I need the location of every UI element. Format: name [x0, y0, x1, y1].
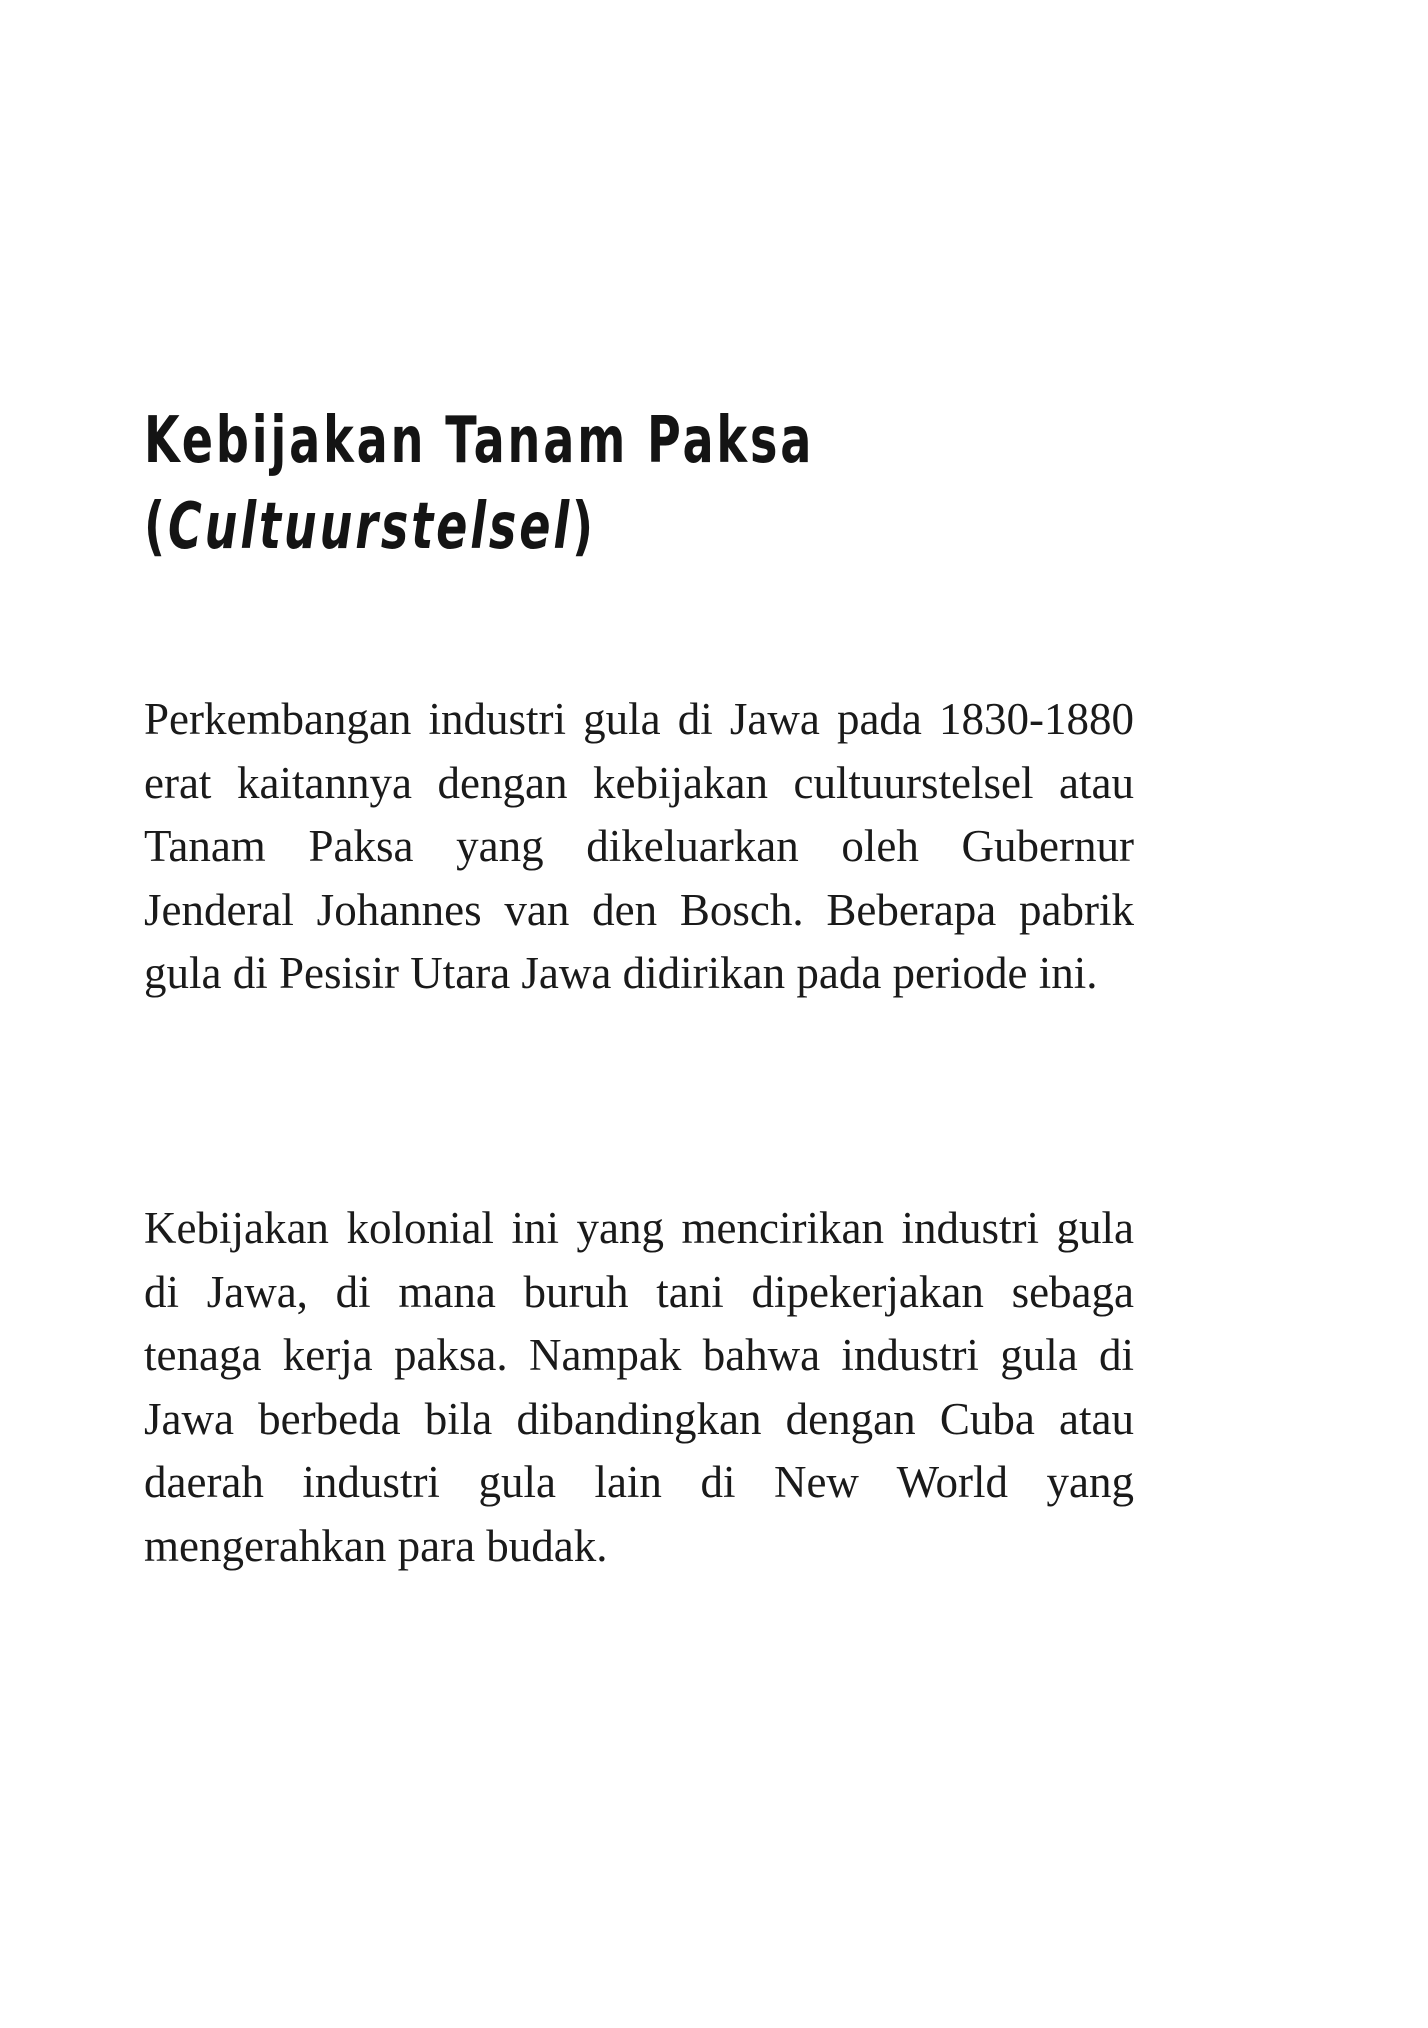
paragraph-1: Perkembangan industri gula di Jawa pada 1830-1880 erat kaitannya dengan kebijakan cultuurstelsel atau Tanam Paksa yang dikeluarkan oleh Gubernur Jenderal Johannes van den Bosch. Beberapa pabrik gula di Pesisir Utara Jawa didirikan pada periode ini. [144, 694, 1134, 998]
paragraph-2: Kebijakan kolonial ini yang mencirikan industri gula di Jawa, di mana buruh tani dipekerjakan sebaga tenaga kerja paksa. Nampak bahwa industri gula di Jawa berbeda bila dibandingkan dengan Cuba atau daerah industri gula lain di New World yang mengerahkan para budak. [144, 1203, 1134, 1571]
title-close-paren: ) [572, 490, 596, 564]
title-line-1: Kebijakan Tanam Paksa [144, 404, 815, 478]
title-open-paren: ( [144, 490, 168, 564]
title-line-2 [144, 484, 814, 570]
title-term: Cultuurstelsel [167, 490, 573, 564]
section-title [144, 398, 814, 570]
